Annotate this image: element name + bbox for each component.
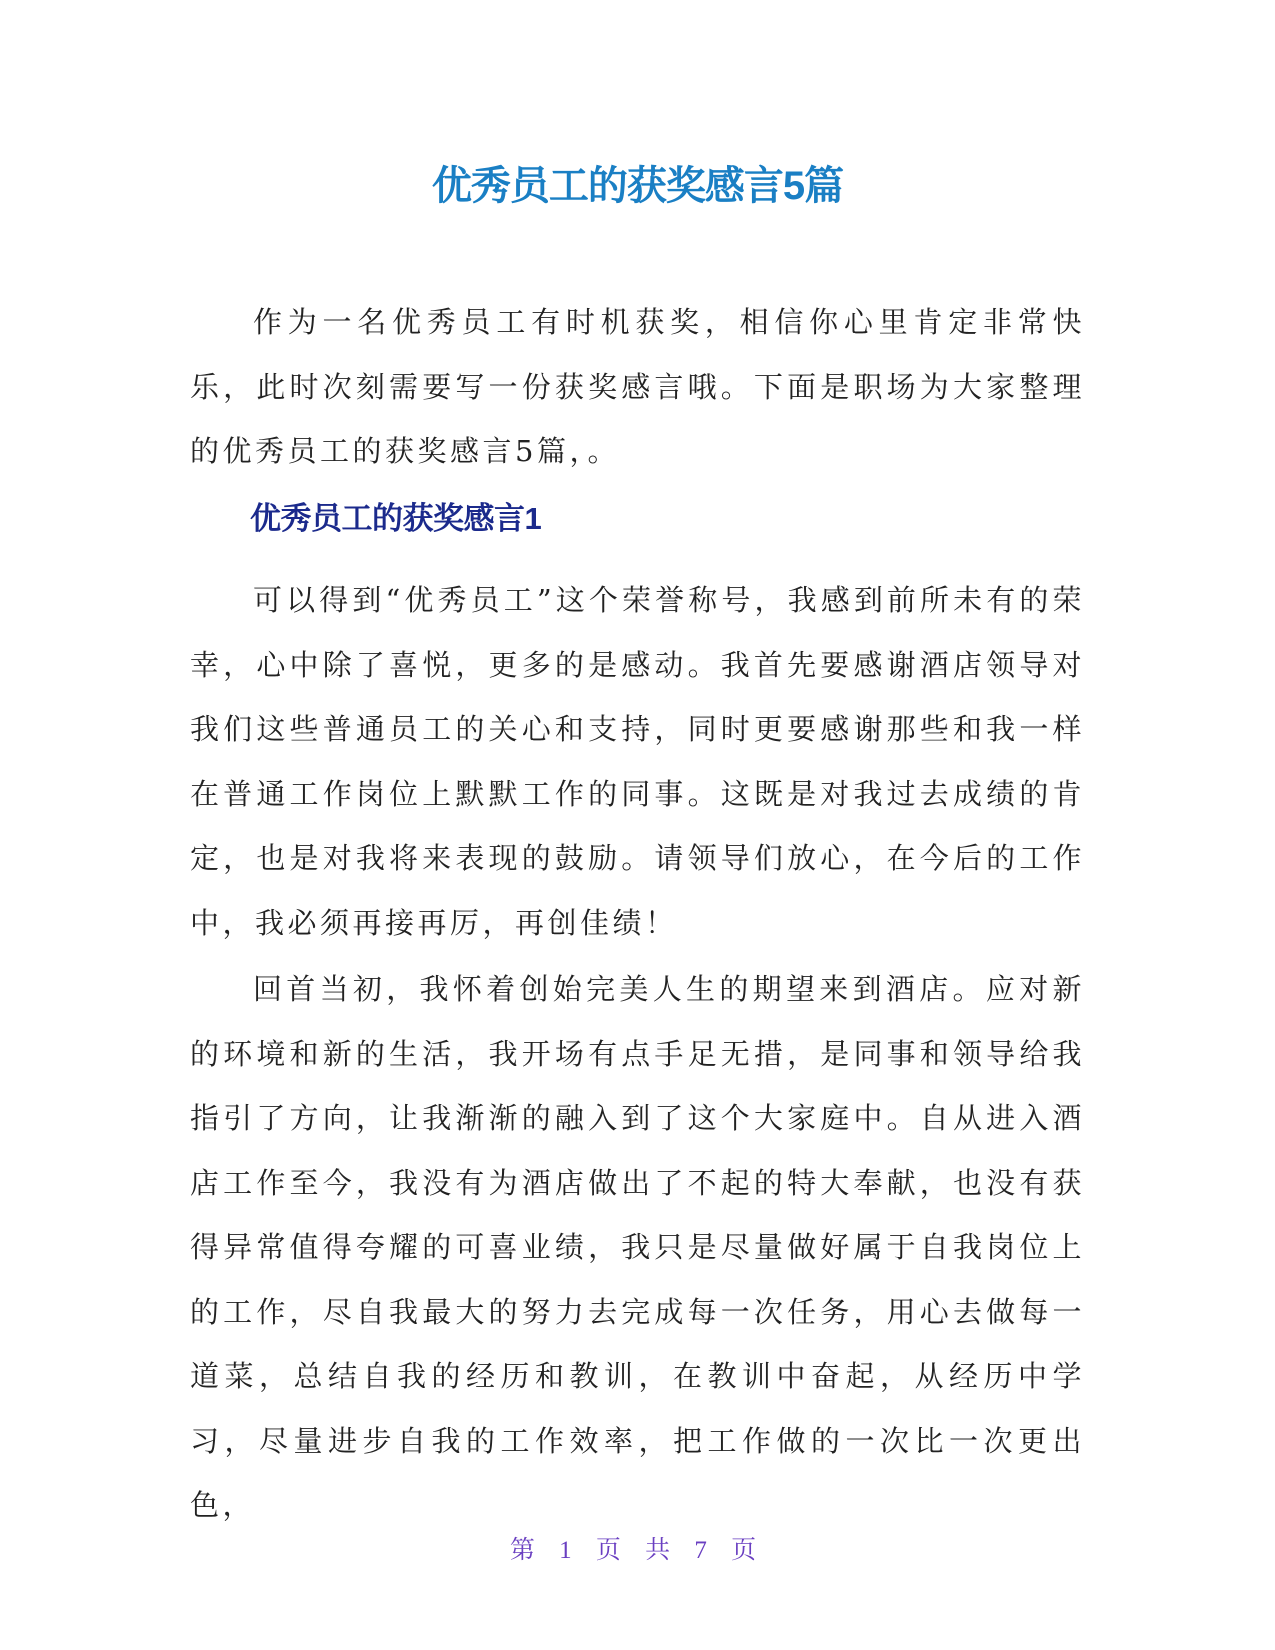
section-heading: 优秀员工的获奖感言1 <box>250 501 542 536</box>
body-paragraph: 回首当初，我怀着创始完美人生的期望来到酒店。应对新的环境和新的生活，我开场有点手足无措，是同事和领导给我指引了方向，让我渐渐的融入到了这个大家庭中。自从进入酒店工作至今，我没有为酒店做出了不起的特大奉献，也没有获得异常值得夸耀的可喜业绩，我只是尽量做好属于自我岗位上的工作，尽自我最大的努力去完成每一次任务，用心去做每一道菜，总结自我的经历和教训，在教训中奋起，从经历中学习，尽量进步自我的工作效率，把工作做的一次比一次更出色， <box>190 972 1085 1522</box>
page-number-footer: 第 1 页 共 7 页 <box>509 1537 766 1564</box>
body-section-1 <box>190 568 1085 955</box>
intro-paragraph: 作为一名优秀员工有时机获奖，相信你心里肯定非常快乐，此时次刻需要写一份获奖感言哦。下面是职场为大家整理的优秀员工的获奖感言5篇，。 <box>190 305 1085 468</box>
body-section-2 <box>190 957 1085 1538</box>
body-paragraph: 可以得到“优秀员工”这个荣誉称号，我感到前所未有的荣幸，心中除了喜悦，更多的是感动。我首先要感谢酒店领导对我们这些普通员工的关心和支持，同时更要感谢那些和我一样在普通工作岗位上默默工作的同事。这既是对我过去成绩的肯定，也是对我将来表现的鼓励。请领导们放心，在今后的工作中，我必须再接再厉，再创佳绩！ <box>190 583 1085 940</box>
intro-section <box>190 290 1085 484</box>
document-title: 优秀员工的获奖感言5篇 <box>431 164 844 208</box>
